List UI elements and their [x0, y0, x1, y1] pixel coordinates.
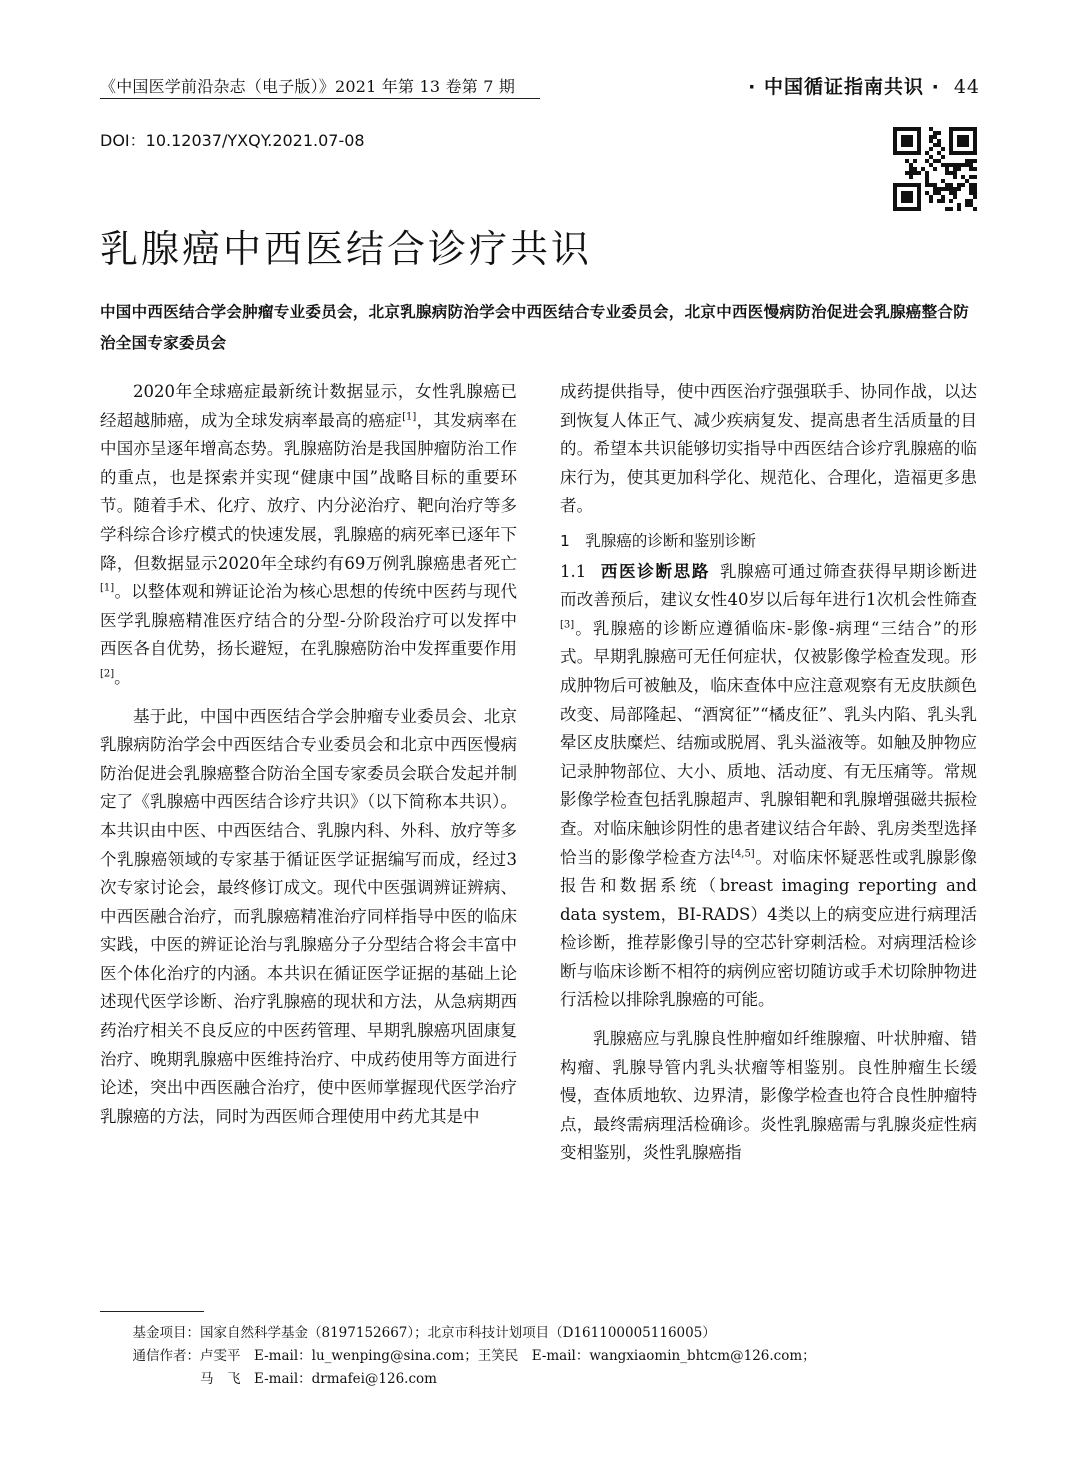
left-column: [100, 378, 517, 1131]
journal-header: 《中国医学前沿杂志（电子版）》2021 年第 13 卷第 7 期: [100, 77, 516, 96]
correspondence-note: [100, 1345, 816, 1368]
background-paragraph: 基于此，中国中西医结合学会肿瘤专业委员会、北京乳腺病防治学会中西医结合专业委员会和北京中西医慢病防治促进会乳腺癌整合防治全国专家委员会联合发起并制定了《乳腺癌中西医结合诊疗共识》（以下简称本共识）。本共识由中医、中西医结合、乳腺内科、外科、放疗等多个乳腺癌领域的专家基于循证医学证据编写而成，经过3次专家讨论会，最终修订成文。现代中医强调辨证辨病、中西医融合治疗，而乳腺癌精准治疗同样指导中医的临床实践，中医的辨证论治与乳腺癌分子分型结合将会丰富中医个体化治疗的内涵。本共识在循证医学证据的基础上论述现代医学诊断、治疗乳腺癌的现状和方法，从急病期西药治疗相关不良反应的中医药管理、早期乳腺癌巩固康复治疗、晚期乳腺癌中医维持治疗、中成药使用等方面进行论述，突出中西医融合治疗，使中医师掌握现代医学治疗乳腺癌的方法，同时为西医师合理使用中药尤其是中: [100, 706, 517, 1126]
text-run: 。对临床怀疑恶性或乳腺影像报告和数据系统（breast imaging reporting and data system，BI-RADS）4类以上的病变应进行病理活检诊断，推荐影像引导的空芯针穿刺活检。对病理活检诊断与临床诊断不相符的病例应密切随访或手术切除肿物进行活检以排除乳腺癌的可能。: [560, 847, 978, 1010]
article-title: 乳腺癌中西医结合诊疗共识: [100, 227, 593, 271]
subsection-title: 西医诊断思路: [600, 561, 710, 581]
funding-text: 国家自然科学基金（8197152667）；北京市科技计划项目（D161100005116005）: [200, 1325, 716, 1341]
correspondence-label: 通信作者：: [132, 1348, 200, 1364]
text-run: 2020年全球癌症最新统计数据显示，女性乳腺癌已经超越肺癌，成为全球发病率最高的癌症: [100, 382, 517, 430]
citation-ref: [1]: [402, 411, 417, 423]
doi: DOI：10.12037/YXQY.2021.07-08: [100, 131, 365, 150]
footnotes: [100, 1322, 816, 1391]
page-number: 44: [953, 76, 980, 98]
header-underline: [100, 98, 540, 99]
diagnosis-paragraph: [560, 558, 977, 1016]
footnote-divider: [100, 1311, 204, 1312]
author-affiliations: 中国中西医结合学会肿瘤专业委员会，北京乳腺病防治学会中西医结合专业委员会，北京中西医慢病防治促进会乳腺癌整合防治全国专家委员会: [100, 302, 970, 352]
text-run: 。乳腺癌的诊断应遵循临床-影像-病理“三结合”的形式。早期乳腺癌可无任何症状，仅被影像学检查发现。形成肿物后可被触及，临床查体中应注意观察有无皮肤颜色改变、局部隆起、“酒窝征”“橘皮征”、乳头内陷、乳头乳晕区皮肤糜烂、结痂或脱屑、乳头溢液等。如触及肿物应记录肿物部位、大小、质地、活动度、有无压痛等。常规影像学检查包括乳腺超声、乳腺钼靶和乳腺增强磁共振检查。对临床触诊阴性的患者建议结合年龄、乳房类型选择恰当的影像学检查方法: [560, 618, 977, 867]
continued-paragraph: 成药提供指导，使中西医治疗强强联手、协同作战，以达到恢复人体正气、减少疾病复发、提高患者生活质量的目的。希望本共识能够切实指导中西医结合诊疗乳腺癌的临床行为，使其更加科学化、规范化、合理化，造福更多患者。: [560, 382, 977, 516]
funding-note: [100, 1322, 816, 1345]
correspondence-text: 卢雯平 E-mail：lu_wenping@sina.com；王笑民 E-mail：wangxiaomin_bhtcm@126.com；: [200, 1348, 816, 1364]
differential-paragraph: 乳腺癌应与乳腺良性肿瘤如纤维腺瘤、叶状肿瘤、错构瘤、乳腺导管内乳头状瘤等相鉴别。良性肿瘤生长缓慢，查体质地软、边界清，影像学检查也符合良性肿瘤特点，最终需病理活检确诊。炎性乳腺癌需与乳腺炎症性病变相鉴别，炎性乳腺癌指: [560, 1029, 977, 1163]
text-run: ，其发病率在中国亦呈逐年增高态势。乳腺癌防治是我国肿瘤防治工作的重点，也是探索并实现“健康中国”战略目标的重要环节。随着手术、化疗、放疗、内分泌治疗、靶向治疗等多学科综合诊疗模式的快速发展，乳腺癌的病死率已逐年下降，但数据显示2020年全球约有69万例乳腺癌患者死亡: [100, 410, 518, 573]
citation-ref: [1]: [100, 582, 115, 594]
correspondence-note-cont: [100, 1368, 816, 1391]
text-run: 乳腺癌可通过筛查获得早期诊断进而改善预后，建议女性40岁以后每年进行1次机会性筛查: [560, 561, 978, 610]
subsection-number: 1.1: [560, 561, 587, 581]
section-header: [748, 72, 980, 99]
funding-label: 基金项目：: [132, 1325, 200, 1341]
text-run: 。以整体观和辨证论治为核心思想的传统中医药与现代医学乳腺癌精准医疗结合的分型-分阶段治疗可以发挥中西医各自优势，扬长避短，在乳腺癌防治中发挥重要作用: [100, 582, 517, 659]
citation-ref: [3]: [560, 619, 575, 631]
correspondence-text-2: 马 飞 E-mail：drmafei@126.com: [200, 1371, 437, 1387]
text-run: 。: [114, 667, 131, 687]
section-label: · 中国循证指南共识 ·: [748, 76, 940, 98]
citation-ref: [4,5]: [731, 848, 755, 859]
right-column: [560, 378, 977, 1168]
intro-paragraph: [100, 378, 517, 693]
citation-ref: [2]: [100, 668, 115, 680]
qr-code-icon: [893, 127, 977, 211]
section-heading: 1 乳腺癌的诊断和鉴别诊断: [560, 531, 756, 550]
